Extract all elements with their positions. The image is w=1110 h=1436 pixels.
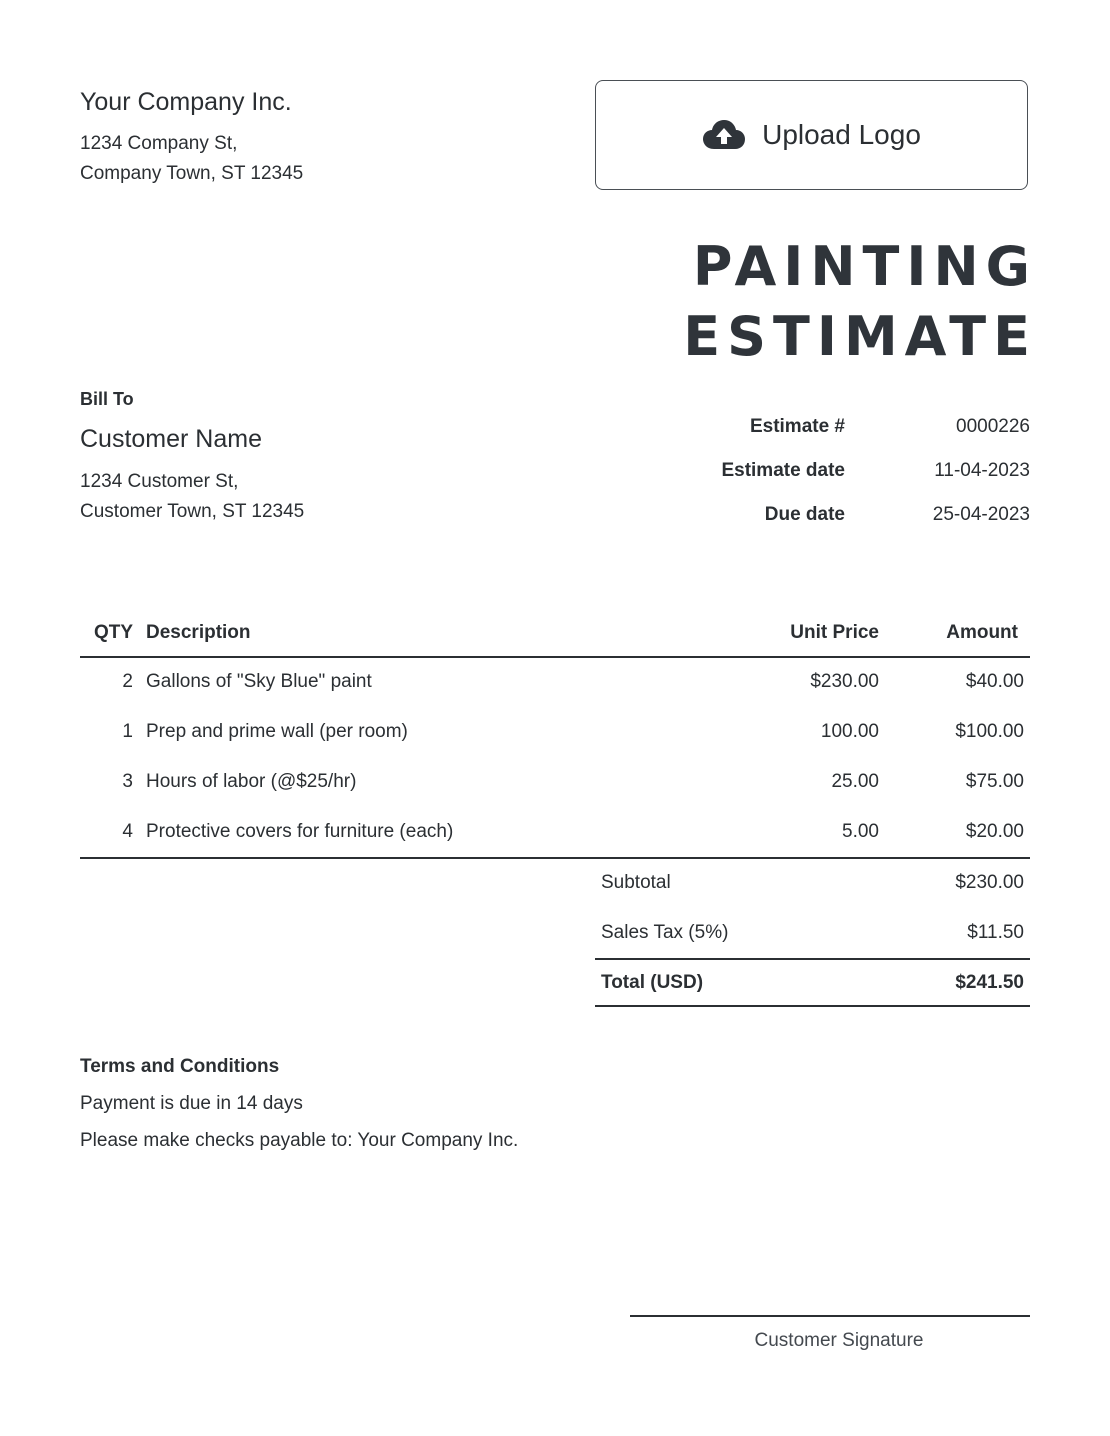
customer-name[interactable]: Customer Name bbox=[80, 425, 262, 453]
row-amount: $75.00 bbox=[965, 771, 1024, 792]
bill-to-label: Bill To bbox=[80, 389, 134, 409]
terms-line-payment[interactable]: Payment is due in 14 days bbox=[80, 1093, 303, 1114]
row-amount: $20.00 bbox=[965, 821, 1024, 842]
subtotal-value: $230.00 bbox=[955, 872, 1024, 893]
company-name[interactable]: Your Company Inc. bbox=[80, 88, 292, 116]
row-description[interactable]: Prep and prime wall (per room) bbox=[146, 721, 408, 742]
column-header-qty: QTY bbox=[94, 622, 134, 643]
upload-logo-label: Upload Logo bbox=[762, 119, 921, 150]
row-description[interactable]: Gallons of "Sky Blue" paint bbox=[146, 671, 372, 692]
row-amount: $100.00 bbox=[955, 721, 1024, 742]
column-header-description: Description bbox=[146, 622, 251, 643]
table-bottom-divider bbox=[80, 857, 1030, 859]
row-qty[interactable]: 1 bbox=[122, 721, 133, 742]
subtotal-label: Subtotal bbox=[601, 872, 671, 893]
total-label: Total (USD) bbox=[601, 972, 704, 993]
total-value: $241.50 bbox=[955, 972, 1024, 993]
upload-logo-button[interactable] bbox=[595, 80, 1028, 190]
customer-address-line1[interactable]: 1234 Customer St, bbox=[80, 471, 239, 492]
estimate-date-label: Estimate date bbox=[721, 460, 845, 481]
estimate-number-value[interactable]: 0000226 bbox=[956, 416, 1030, 437]
sales-tax-label[interactable]: Sales Tax (5%) bbox=[601, 922, 729, 943]
table-row bbox=[80, 762, 1030, 842]
row-qty[interactable]: 4 bbox=[122, 821, 133, 842]
estimate-number-label: Estimate # bbox=[749, 416, 845, 437]
row-unit-price[interactable]: 100.00 bbox=[820, 721, 879, 742]
document-title-line1: PAINTING bbox=[692, 235, 1037, 298]
column-header-amount: Amount bbox=[946, 622, 1018, 643]
row-unit-price[interactable]: 25.00 bbox=[831, 771, 879, 792]
sales-tax-value: $11.50 bbox=[967, 922, 1024, 943]
table-row bbox=[80, 662, 1030, 742]
company-address-line2[interactable]: Company Town, ST 12345 bbox=[80, 163, 304, 184]
row-unit-price[interactable]: $230.00 bbox=[810, 671, 879, 692]
total-bottom-divider bbox=[595, 1005, 1030, 1007]
estimate-date-value[interactable]: 11-04-2023 bbox=[934, 460, 1030, 481]
terms-title: Terms and Conditions bbox=[80, 1056, 280, 1077]
signature-line bbox=[630, 1315, 1030, 1317]
company-address-line1[interactable]: 1234 Company St, bbox=[80, 133, 238, 154]
customer-address-line2[interactable]: Customer Town, ST 12345 bbox=[80, 501, 305, 522]
document-title bbox=[683, 232, 1037, 372]
due-date-value[interactable]: 25-04-2023 bbox=[932, 504, 1030, 525]
table-row bbox=[80, 612, 1030, 692]
row-description[interactable]: Protective covers for furniture (each) bbox=[146, 821, 454, 842]
column-header-unit-price: Unit Price bbox=[790, 622, 879, 643]
table-row bbox=[80, 712, 1030, 792]
row-amount: $40.00 bbox=[965, 671, 1024, 692]
terms-line-checks[interactable]: Please make checks payable to: Your Company Inc. bbox=[80, 1130, 519, 1151]
document-title-line2: ESTIMATE bbox=[683, 305, 1037, 368]
row-unit-price[interactable]: 5.00 bbox=[842, 821, 879, 842]
due-date-label: Due date bbox=[764, 504, 845, 525]
cloud-upload-icon bbox=[702, 119, 746, 151]
signature-label: Customer Signature bbox=[754, 1330, 924, 1351]
row-qty[interactable]: 3 bbox=[122, 771, 133, 792]
row-qty[interactable]: 2 bbox=[122, 671, 133, 692]
row-description[interactable]: Hours of labor (@$25/hr) bbox=[146, 771, 357, 792]
total-top-divider bbox=[595, 958, 1030, 960]
